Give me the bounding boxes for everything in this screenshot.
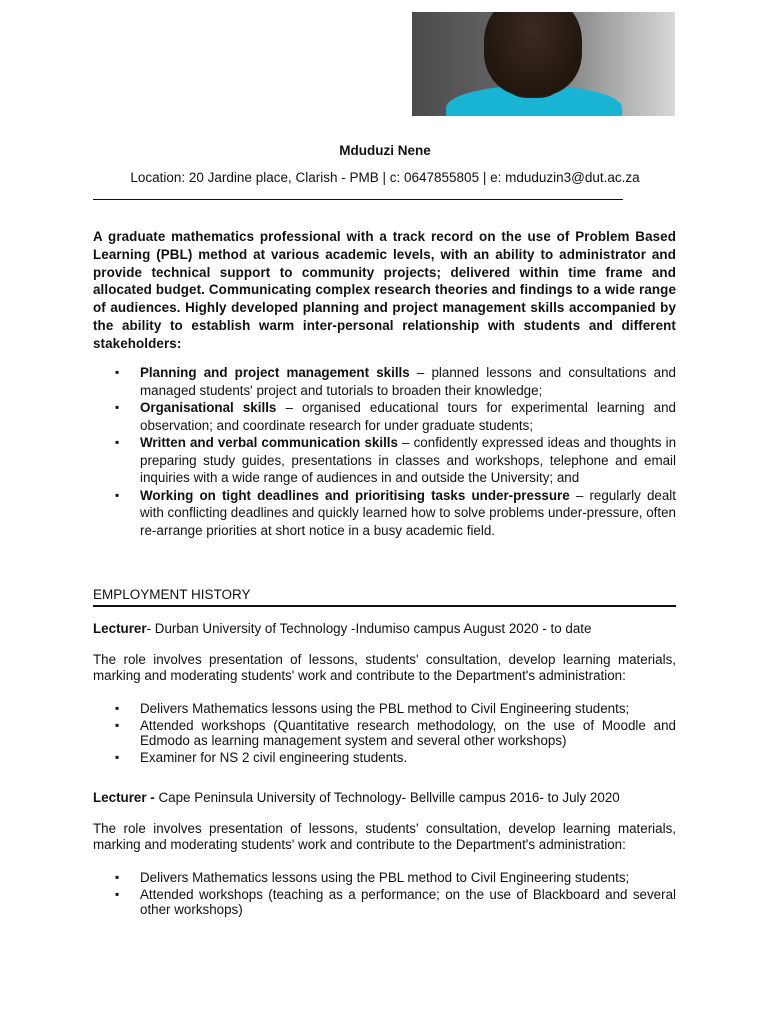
job-role: Lecturer - [93,790,155,805]
profile-summary: A graduate mathematics professional with a track record on the use of Problem Based Learning (PBL) method at various academic levels, with an ability to administrator and provide technical support to community projects; delivered within time frame and allocated budget. Communicating complex research theories and findings to a wide range of audiences. Highly developed planning and project management skills accompanied by the ability to establish warm inter-personal relationship with students and different stakeholders: [93,229,676,351]
job-entry-cput [93,789,676,918]
list-item: ▪ Attended workshops (teaching as a performance; on the use of Blackboard and several other workshops) [93,887,676,918]
list-item [93,487,676,540]
skill-title: Working on tight deadlines and prioritising tasks under-pressure [140,487,570,503]
list-item [93,364,676,399]
skill-text: – organised educational tours for experimental learning and observation; and coordinate research for under graduate students; [140,400,676,433]
skill-title: Organisational skills [140,400,277,415]
candidate-name: Mduduzi Nene [339,143,431,158]
employment-history-heading: EMPLOYMENT HISTORY [93,586,676,607]
job-entry-dut [93,620,676,766]
job-title [93,789,676,806]
job-employer: - Durban University of Technology -Indumiso campus August 2020 - to date [146,621,592,636]
list-item: ▪ Examiner for NS 2 civil engineering students. [93,749,676,767]
skill-text: – planned lessons and consultations and managed students' project and tutorials to broaden their knowledge; [140,365,676,398]
skill-text: – confidently expressed ideas and thoughts in preparing study guides, presentations in classes and workshops, telephone and email inquiries with a wide range of audiences in and outside the University; and [140,435,677,485]
job-duties-list [93,869,676,918]
contact-line: Location: 20 Jardine place, Clarish - PMB | c: 0647855805 | e: mduduzin3@dut.ac.za [130,170,640,185]
list-item: ▪ Delivers Mathematics lessons using the PBL method to Civil Engineering students; [93,700,676,718]
list-item [93,434,676,487]
skills-list [93,364,676,539]
photo-head [484,12,582,96]
job-title [93,620,676,637]
list-item [93,399,676,434]
skill-title: Planning and project management skills [140,365,410,380]
job-description: The role involves presentation of lessons, students' consultation, develop learning materials, marking and moderating students' work and contribute to the Department's administration: [93,652,676,683]
skill-text: – regularly dealt with conflicting deadlines and quickly learned how to solve problems under-pressure, often re-arrange priorities at short notice in a busy academic field. [140,487,676,538]
job-employer: Cape Peninsula University of Technology- Bellville campus 2016- to July 2020 [154,790,620,805]
list-item: ▪ Attended workshops (Quantitative research methodology, on the use of Moodle and Edmodo as learning management system and several other workshops) [93,718,676,749]
list-item: ▪ Delivers Mathematics lessons using the PBL method to Civil Engineering students; [93,869,676,887]
skill-title: Written and verbal communication skills [140,435,398,450]
profile-photo [412,12,675,116]
job-description: The role involves presentation of lessons, students' consultation, develop learning materials, marking and moderating students' work and contribute to the Department's administration: [93,821,676,852]
header-divider [93,199,623,200]
job-role: Lecturer [93,621,147,636]
job-duties-list [93,700,676,766]
